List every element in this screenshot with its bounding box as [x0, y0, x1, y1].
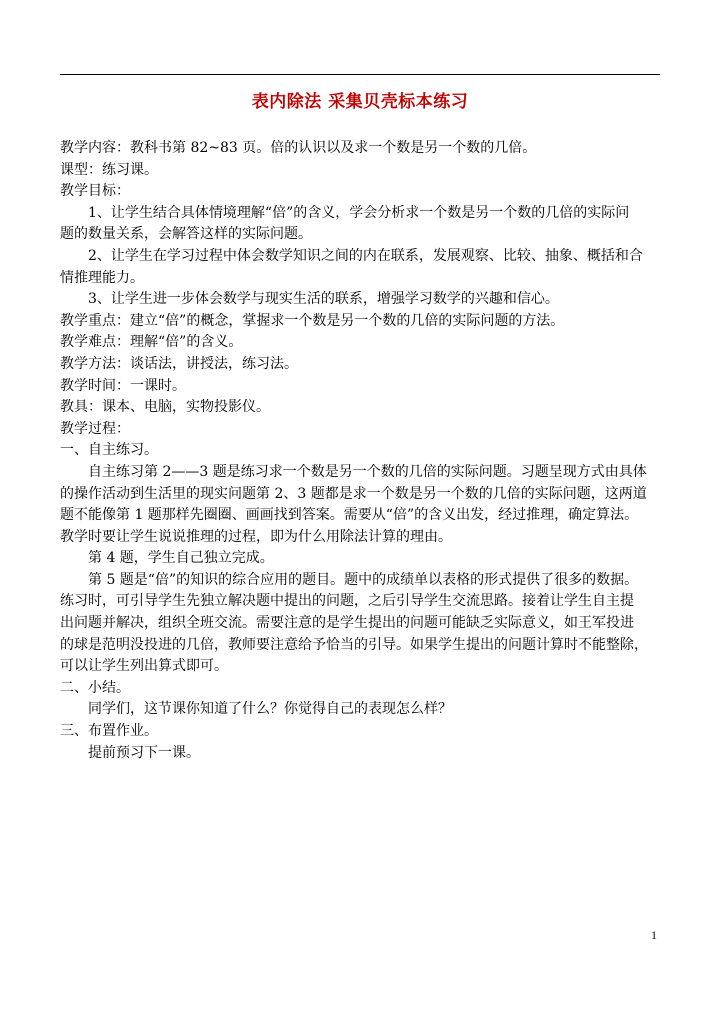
text-line: 教具：课本、电脑，实物投影仪。 [60, 399, 270, 416]
text-line: 教学时要让学生说说推理的过程，即为什么用除法计算的理由。 [60, 528, 452, 545]
text-line: 教学内容：教科书第 82~83 页。倍的认识以及求一个数是另一个数的几倍。 [60, 140, 537, 156]
text-line: 出问题并解决，组织全班交流。需要注意的是学生提出的问题可能缺乏实际意义，如王军投进 [60, 615, 634, 632]
text-line: 教学难点：理解“倍”的含义。 [60, 334, 243, 351]
text-line: 教学过程： [60, 420, 130, 437]
text-line: 2、让学生在学习过程中体会数学知识之间的内在联系，发展观察、比较、抽象、概括和合 [88, 247, 643, 264]
text-line: 情推理能力。 [60, 269, 144, 286]
text-line: 教学方法：谈话法，讲授法，练习法。 [60, 355, 298, 372]
text-line: 1、让学生结合具体情境理解“倍”的含义，学会分析求一个数是另一个数的几倍的实际问 [88, 204, 630, 221]
text-line: 可以让学生列出算式即可。 [60, 658, 228, 675]
text-line: 教学时间：一课时。 [60, 377, 186, 394]
text-line: 3、让学生进一步体会数学与现实生活的联系，增强学习数学的兴趣和信心。 [88, 291, 559, 308]
text-line: 自主练习第 2——3 题是练习求一个数是另一个数的几倍的实际问题。习题呈现方式由具体 [88, 463, 647, 480]
text-line: 的操作活动到生活里的现实问题第 2、3 题都是求一个数是另一个数的几倍的实际问题，这两道 [60, 485, 647, 502]
text-line: 第 5 题是“倍”的知识的综合应用的题目。题中的成绩单以表格的形式提供了很多的数据。 [88, 571, 639, 588]
text-line: 课型：练习课。 [60, 161, 158, 178]
text-line: 第 4 题，学生自己独立完成。 [88, 550, 274, 567]
text-line: 二、小结。 [60, 679, 130, 696]
header-rule [60, 74, 660, 75]
text-line: 教学重点：建立“倍”的概念，掌握求一个数是另一个数的几倍的实际问题的方法。 [60, 312, 565, 329]
page-number: 1 [651, 928, 657, 942]
text-line: 一、自主练习。 [60, 442, 158, 459]
document-body [60, 138, 664, 764]
text-line: 题的数量关系，会解答这样的实际问题。 [60, 226, 312, 243]
text-line: 练习时，可引导学生先独立解决题中提出的问题，之后引导学生交流思路。接着让学生自主提 [60, 593, 634, 610]
text-line: 教学目标： [60, 183, 130, 200]
text-line: 同学们，这节课你知道了什么？你觉得自己的表现怎么样？ [88, 701, 452, 718]
text-line: 提前预习下一课。 [88, 744, 200, 761]
text-line: 三、布置作业。 [60, 723, 158, 740]
page-title: 表内除法 采集贝壳标本练习 [251, 92, 469, 112]
text-line: 题不能像第 1 题那样先圈圈、画画找到答案。需要从“倍”的含义出发，经过推理，确定算法。 [60, 507, 639, 524]
text-line: 的球是范明没投进的几倍，教师要注意给予恰当的引导。如果学生提出的问题计算时不能整除， [60, 636, 648, 653]
